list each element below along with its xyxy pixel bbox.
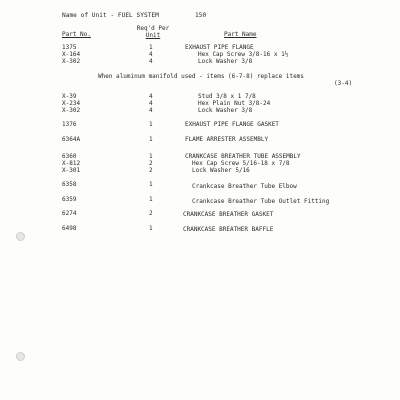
note-line: When aluminum manifold used - items (6-7-8) replace items [98,73,304,80]
part-name: Lock Washer 3/8 [198,107,253,114]
quantity: 4 [149,100,153,107]
part-name: Crankcase Breather Tube Outlet Fitting [192,198,330,205]
part-number: X-164 [62,51,81,58]
column-header-reqd: Req'd Per Unit [136,25,170,39]
part-name: Hex Cap Screw 5/16-18 x 7/8 [192,160,290,167]
quantity: 4 [149,51,153,58]
part-name: EXHAUST PIPE FLANGE [185,44,254,51]
part-number: 6498 [62,225,77,232]
part-number: 6358 [62,181,77,188]
part-name: EXHAUST PIPE FLANGE GASKET [185,121,279,128]
quantity: 2 [149,167,153,174]
part-number: X-234 [62,100,81,107]
part-number: 6360 [62,153,77,160]
part-number: X-812 [62,160,81,167]
part-name: CRANKCASE BREATHER TUBE ASSEMBLY [185,153,301,160]
part-name: Crankcase Breather Tube Elbow [192,183,297,190]
part-number: X-302 [62,107,81,114]
quantity: 1 [149,136,153,143]
part-number: X-301 [62,167,81,174]
quantity: 4 [149,93,153,100]
quantity: 4 [149,58,153,65]
part-name: CRANKCASE BREATHER GASKET [183,211,274,218]
punch-hole [16,232,25,241]
quantity: 1 [149,196,153,203]
column-header-part-no: Part No. [62,31,91,38]
quantity: 1 [149,153,153,160]
quantity: 1 [149,181,153,188]
quantity: 1 [149,121,153,128]
part-number: 1376 [62,121,77,128]
column-header-part-name: Part Name [224,31,257,38]
part-name: FLAME ARRESTER ASSEMBLY [185,136,269,143]
part-name: Lock Washer 3/8 [198,58,253,65]
part-number: 6364A [62,136,81,143]
part-name: Stud 3/8 x 1 7/8 [198,93,256,100]
part-number: X-39 [62,93,77,100]
quantity: 1 [149,225,153,232]
part-name: CRANKCASE BREATHER BAFFLE [183,226,274,233]
page-number: 150 [195,12,207,19]
punch-hole [16,352,25,361]
quantity: 2 [149,210,153,217]
part-name: Hex Plain Nut 3/8-24 [198,100,271,107]
quantity: 1 [149,44,153,51]
quantity: 2 [149,160,153,167]
unit-label: Name of Unit - FUEL SYSTEM [62,12,159,19]
part-number: 6274 [62,210,77,217]
note-line: (3-4) [334,80,353,87]
part-name: Lock Washer 5/16 [192,167,250,174]
part-number: X-302 [62,58,81,65]
part-name: Hex Cap Screw 3/8-16 x 1½ [198,51,289,58]
part-number: 6359 [62,196,77,203]
quantity: 4 [149,107,153,114]
part-number: 1375 [62,44,77,51]
